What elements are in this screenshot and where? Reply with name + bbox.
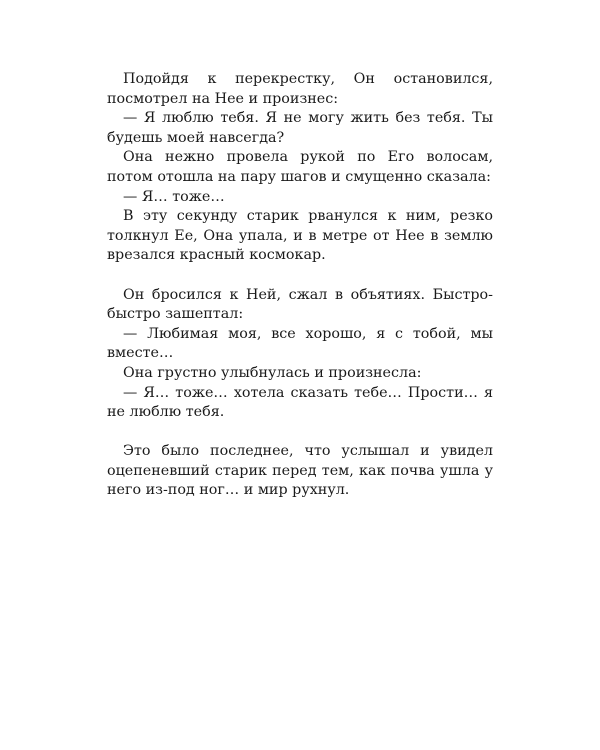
paragraph: — Я… тоже… <box>123 188 225 205</box>
paragraph: Она нежно провела рукой по Его волосам, потом отошла на пару шагов и смущенно сказала: <box>107 149 493 185</box>
page-text <box>107 70 493 501</box>
section-break <box>107 266 493 286</box>
paragraph: Он бросился к Ней, сжал в объятиях. Быстро-быстро зашептал: <box>107 286 493 323</box>
paragraph: Это было последнее, что услышал и увидел оцепеневший старик перед тем, как почва ушла у него из-под ног… и мир рухнул. <box>107 443 493 499</box>
paragraph: — Любимая моя, все хорошо, я с тобой, мы вместе… <box>107 325 493 362</box>
text-section-3 <box>107 442 493 501</box>
paragraph: — Я люблю тебя. Я не могу жить без тебя. Ты будешь моей навсегда? <box>107 110 493 146</box>
paragraph: Она грустно улыбнулась и произнесла: <box>123 364 422 381</box>
text-section-2 <box>107 286 493 423</box>
paragraph: В эту секунду старик рванулся к ним, резко толкнул Ее, Она упала, и в метре от Нее в землю врезался красный космокар. <box>107 208 493 264</box>
text-section-1 <box>107 70 493 266</box>
paragraph: — Я… тоже… хотела сказать тебе… Прости… я не люблю тебя. <box>107 384 493 421</box>
paragraph: Подойдя к перекрестку, Он остановился, посмотрел на Нее и произнес: <box>107 71 493 107</box>
section-break <box>107 423 493 443</box>
